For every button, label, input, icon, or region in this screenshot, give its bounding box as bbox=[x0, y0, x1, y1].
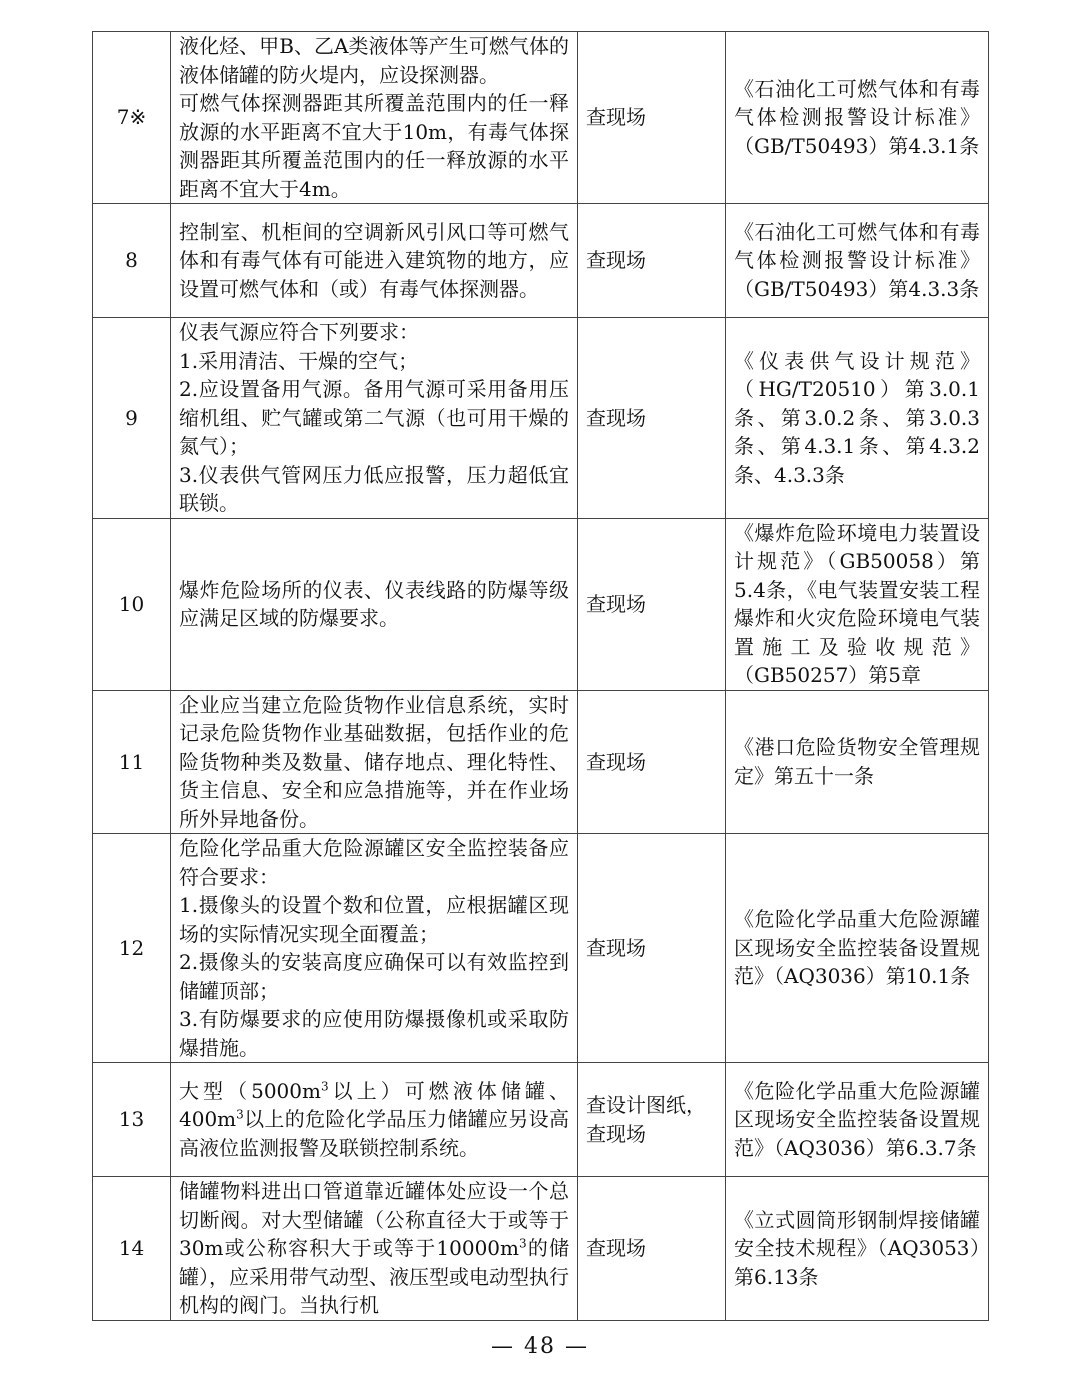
content-text: 大型（5000m bbox=[179, 1078, 321, 1103]
content-line: 控制室、机柜间的空调新风引风口等可燃气体和有毒气体有可能进入建筑物的地方，应设置可燃气体和（或）有毒气体探测器。 bbox=[179, 219, 569, 301]
superscript-exponent: 3 bbox=[519, 1236, 527, 1251]
inspection-checklist-table bbox=[92, 31, 989, 1321]
inspection-content bbox=[171, 32, 578, 204]
basis-reference: 《爆炸危险环境电力装置设计规范》（GB50058）第5.4条，《电气装置安装工程爆炸和火灾危险环境电气装置施工及验收规范》（GB50257）第5章 bbox=[726, 518, 989, 690]
content-line: 爆炸危险场所的仪表、仪表线路的防爆等级应满足区域的防爆要求。 bbox=[179, 577, 569, 630]
inspection-method: 查设计图纸，查现场 bbox=[578, 1063, 726, 1177]
inspection-content bbox=[171, 204, 578, 318]
inspection-method: 查现场 bbox=[578, 518, 726, 690]
basis-reference: 《仪表供气设计规范》（HG/T20510）第3.0.1条、第3.0.2条、第3.0.3条、第4.3.1条、第4.3.2条、4.3.3条 bbox=[726, 318, 989, 519]
table-row bbox=[93, 518, 989, 690]
content-text: 储罐物料进出口管道靠近罐体处应设一个总切断阀。对大型储罐（公称直径大于或等于30m或公称容积大于或等于10000m bbox=[179, 1179, 569, 1260]
row-number: 9 bbox=[93, 318, 171, 519]
table-row bbox=[93, 690, 989, 834]
table-row bbox=[93, 32, 989, 204]
content-line: 3.有防爆要求的应使用防爆摄像机或采取防爆措施。 bbox=[179, 1007, 569, 1060]
content-line: 3.仪表供气管网压力低应报警，压力超低宜联锁。 bbox=[179, 462, 569, 515]
basis-reference: 《危险化学品重大危险源罐区现场安全监控装备设置规范》（AQ3036）第10.1条 bbox=[726, 834, 989, 1063]
basis-reference: 《危险化学品重大危险源罐区现场安全监控装备设置规范》（AQ3036）第6.3.7条 bbox=[726, 1063, 989, 1177]
table-row bbox=[93, 204, 989, 318]
inspection-method: 查现场 bbox=[578, 1177, 726, 1321]
page-number: — 48 — bbox=[491, 1334, 589, 1359]
basis-reference: 《港口危险货物安全管理规定》第五十一条 bbox=[726, 690, 989, 834]
inspection-content bbox=[171, 1063, 578, 1177]
content-text: 的储罐），应采用带气动型、液压型或电动型执行机构的阀门。当执行机 bbox=[179, 1236, 570, 1317]
inspection-method: 查现场 bbox=[578, 834, 726, 1063]
content-line: 1.采用清洁、干燥的空气； bbox=[179, 348, 419, 373]
inspection-method: 查现场 bbox=[578, 318, 726, 519]
content-text: 以上）可燃液体储罐、400m bbox=[179, 1078, 569, 1132]
content-line: 企业应当建立危险货物作业信息系统，实时记录危险货物作业基础数据，包括作业的危险货物种类及数量、储存地点、理化特性、货主信息、安全和应急措施等，并在作业场所外异地备份。 bbox=[179, 692, 569, 831]
superscript-exponent: 3 bbox=[320, 1079, 329, 1094]
inspection-method: 查现场 bbox=[578, 32, 726, 204]
table-row bbox=[93, 318, 989, 519]
inspection-content bbox=[171, 318, 578, 519]
table-row bbox=[93, 1063, 989, 1177]
basis-reference: 《石油化工可燃气体和有毒气体检测报警设计标准》（GB/T50493）第4.3.1条 bbox=[726, 32, 989, 204]
table-row bbox=[93, 834, 989, 1063]
basis-reference: 《石油化工可燃气体和有毒气体检测报警设计标准》（GB/T50493）第4.3.3条 bbox=[726, 204, 989, 318]
content-line: 1.摄像头的设置个数和位置，应根据罐区现场的实际情况实现全面覆盖； bbox=[179, 893, 569, 946]
content-line: 2.应设置备用气源。备用气源可采用备用压缩机组、贮气罐或第二气源（也可用干燥的氮气）； bbox=[179, 377, 569, 458]
row-number: 7※ bbox=[93, 32, 171, 204]
row-number: 10 bbox=[93, 518, 171, 690]
superscript-exponent: 3 bbox=[236, 1107, 244, 1122]
basis-reference: 《立式圆筒形钢制焊接储罐安全技术规程》（AQ3053）第6.13条 bbox=[726, 1177, 989, 1321]
row-number: 11 bbox=[93, 690, 171, 834]
inspection-content bbox=[171, 834, 578, 1063]
content-line: 仪表气源应符合下列要求： bbox=[179, 320, 419, 344]
content-line: 可燃气体探测器距其所覆盖范围内的任一释放源的水平距离不宜大于10m，有毒气体探测器距其所覆盖范围内的任一释放源的水平距离不宜大于4m。 bbox=[179, 91, 569, 201]
content-line: 液化烃、甲B、乙A类液体等产生可燃气体的液体储罐的防火堤内，应设探测器。 bbox=[179, 34, 569, 87]
inspection-method: 查现场 bbox=[578, 204, 726, 318]
inspection-content bbox=[171, 690, 578, 834]
content-text: 以上的危险化学品压力储罐应另设高高液位监测报警及联锁控制系统。 bbox=[179, 1107, 569, 1160]
inspection-content bbox=[171, 518, 578, 690]
inspection-method: 查现场 bbox=[578, 690, 726, 834]
row-number: 12 bbox=[93, 834, 171, 1063]
row-number: 14 bbox=[93, 1177, 171, 1321]
row-number: 13 bbox=[93, 1063, 171, 1177]
row-number: 8 bbox=[93, 204, 171, 318]
content-line: 2.摄像头的安装高度应确保可以有效监控到储罐顶部； bbox=[179, 950, 569, 1003]
inspection-content bbox=[171, 1177, 578, 1321]
table-row bbox=[93, 1177, 989, 1321]
content-line: 危险化学品重大危险源罐区安全监控装备应符合要求： bbox=[179, 836, 569, 889]
